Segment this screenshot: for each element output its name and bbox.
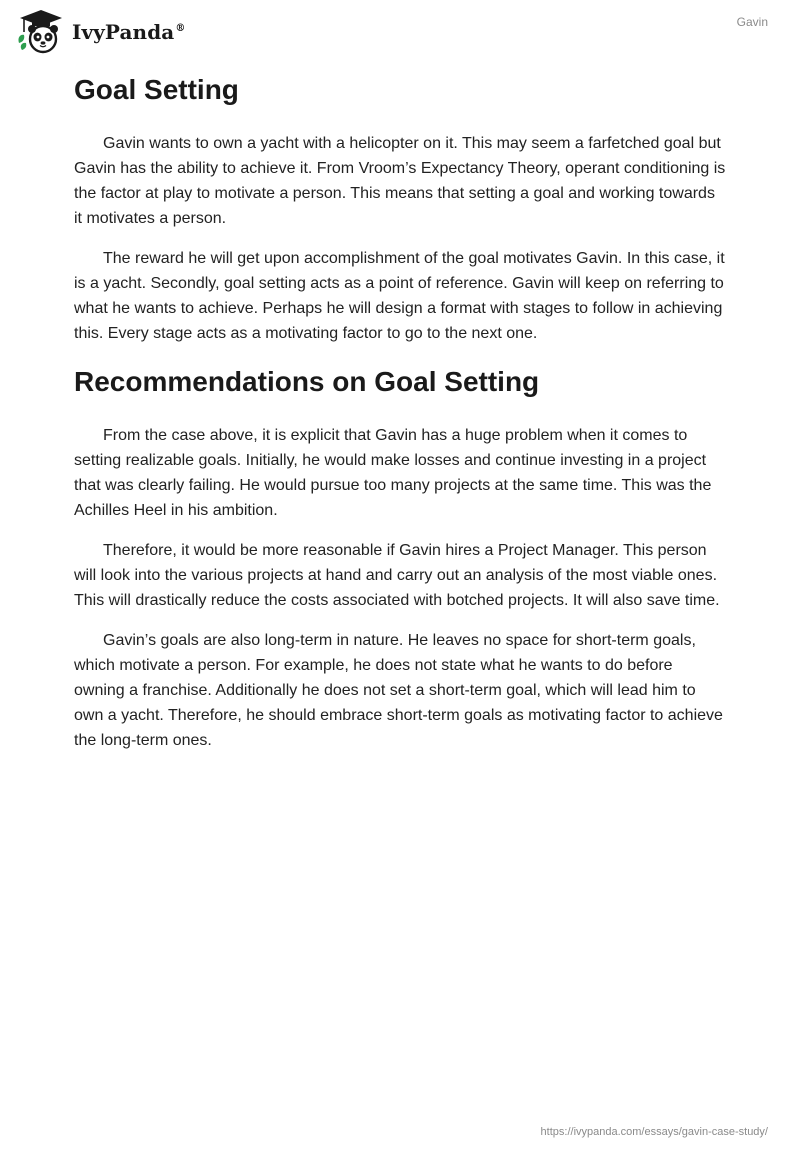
paragraph: The reward he will get upon accomplishment of the goal motivates Gavin. In this case, it is a yacht. Secondly, goal setting acts as a point of reference. Gavin will keep on referring to what he wants to achieve. Perhaps he will design a format with stages to follow in achieving this. Every stage acts as a motivating factor to go to the next one. <box>74 250 725 342</box>
document-label: Gavin <box>736 15 768 29</box>
source-url[interactable]: https://ivypanda.com/essays/gavin-case-study/ <box>540 1126 768 1138</box>
page-header <box>0 0 800 62</box>
panda-graduate-icon <box>16 8 66 54</box>
brand-name: IvyPanda® <box>72 20 186 44</box>
paragraph: Gavin’s goals are also long-term in nature. He leaves no space for short-term goals, which motivate a person. For example, he does not state what he wants to do before owning a franchise. Additionally he does not set a short-term goal, which will lead him to own a yacht. Therefore, he should embrace short-term goals as motivating factor to achieve the long-term ones. <box>74 632 723 749</box>
ivypanda-logo[interactable] <box>16 8 185 54</box>
essay-content <box>74 70 726 768</box>
section-heading-goal-setting: Goal Setting <box>74 74 239 105</box>
paragraph: Gavin wants to own a yacht with a helicopter on it. This may seem a farfetched goal but Gavin has the ability to achieve it. From Vroom’s Expectancy Theory, operant conditioning is the factor at play to motivate a person. This means that setting a goal and working towards it motivates a person. <box>74 135 726 227</box>
paragraph: From the case above, it is explicit that Gavin has a huge problem when it comes to setting realizable goals. Initially, he would make losses and continue investing in a project that was clearly failing. He would pursue too many projects at the same time. This was the Achilles Heel in his ambition. <box>74 427 712 519</box>
section-heading-recommendations: Recommendations on Goal Setting <box>74 366 540 397</box>
paragraph: Therefore, it would be more reasonable if Gavin hires a Project Manager. This person will look into the various projects at hand and carry out an analysis of the most viable ones. This will drastically reduce the costs associated with botched projects. It will also save time. <box>74 542 720 609</box>
